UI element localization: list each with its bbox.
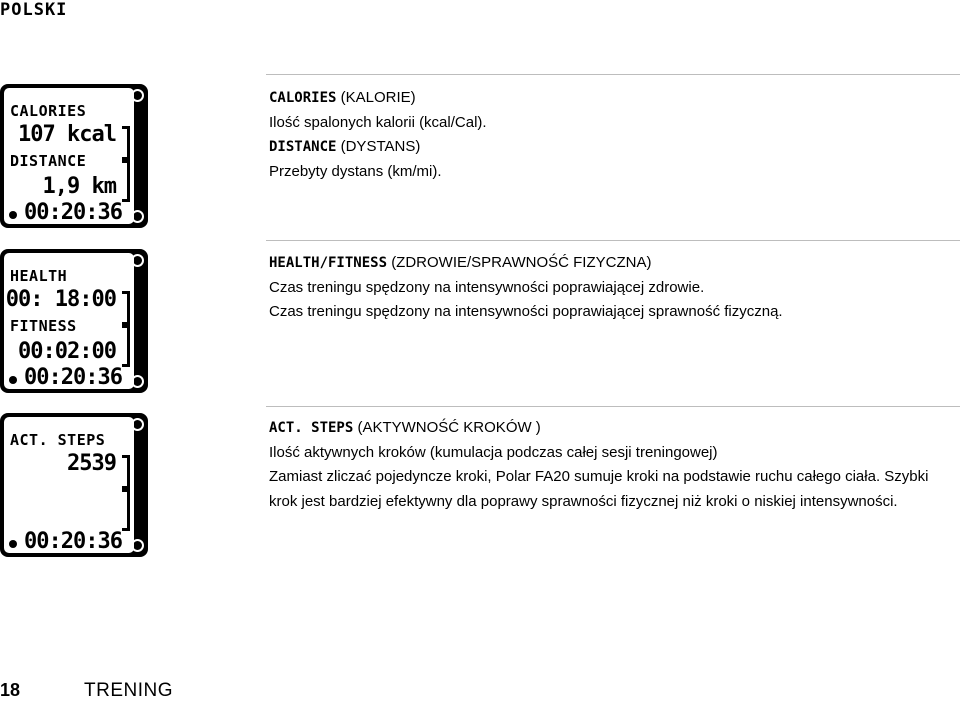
display-value-health: 00: 18:00	[5, 287, 116, 312]
watch-screen	[4, 88, 134, 224]
display-label-fitness: FITNESS	[10, 317, 77, 335]
display-time: 00:20:36	[24, 200, 122, 225]
translation-act-steps: (AKTYWNOŚĆ KROKÓW )	[357, 419, 541, 436]
display-label-act-steps: ACT. STEPS	[10, 431, 106, 449]
segment-bracket-icon	[122, 126, 130, 160]
indicator-dot-icon	[9, 540, 17, 548]
term-calories: CALORIES	[269, 90, 337, 106]
page-number: 18	[0, 680, 21, 700]
display-label-health: HEALTH	[10, 267, 68, 285]
segment-bracket-icon	[122, 489, 130, 531]
watch-display-calories	[0, 84, 148, 228]
calories-heading	[269, 86, 487, 111]
distance-description: Przebyty dystans (km/mi).	[269, 162, 442, 180]
act-steps-detail-continued: krok jest bardziej efektywny dla poprawy sprawności fizycznej niż kroki o niskiej intensywności.	[269, 492, 898, 510]
display-label-calories: CALORIES	[10, 102, 87, 120]
display-time: 00:20:36	[24, 365, 122, 390]
calories-description: Ilość spalonych kalorii (kcal/Cal).	[269, 113, 487, 131]
section-calories-distance	[269, 86, 487, 184]
watch-display-health-fitness	[0, 249, 148, 393]
act-steps-description: Ilość aktywnych kroków (kumulacja podczas całej sesji treningowej)	[269, 443, 718, 461]
section-act-steps	[269, 416, 928, 514]
language-header: POLSKI	[0, 0, 68, 20]
act-steps-detail: Zamiast zliczać pojedyncze kroki, Polar FA20 sumuje kroki na podstawie ruchu całego ciała. Szybki	[269, 468, 929, 485]
translation-health-fitness: (ZDROWIE/SPRAWNOŚĆ FIZYCZNA)	[391, 254, 652, 271]
display-value-calories: 107 kcal	[18, 122, 116, 147]
fitness-description: Czas treningu spędzony na intensywności poprawiającej sprawność fizyczną.	[269, 303, 783, 320]
health-description: Czas treningu spędzony na intensywności poprawiającej zdrowie.	[269, 278, 705, 296]
distance-heading	[269, 135, 487, 160]
display-value-distance: 1,9 km	[42, 174, 116, 199]
indicator-dot-icon	[9, 376, 17, 384]
watch-display-act-steps	[0, 413, 148, 557]
section-title: TRENING	[84, 680, 173, 701]
segment-bracket-icon	[122, 325, 130, 367]
act-steps-heading	[269, 416, 928, 441]
display-value-fitness: 00:02:00	[18, 339, 116, 364]
translation-calories: (KALORIE)	[340, 89, 416, 106]
segment-bracket-icon	[122, 291, 130, 325]
section-divider	[266, 406, 960, 407]
indicator-dot-icon	[9, 211, 17, 219]
section-divider	[266, 240, 960, 241]
term-distance: DISTANCE	[269, 139, 337, 155]
term-health-fitness: HEALTH/FITNESS	[269, 255, 388, 271]
segment-bracket-icon	[122, 160, 130, 202]
term-act-steps: ACT. STEPS	[269, 420, 354, 436]
translation-distance: (DYSTANS)	[340, 138, 421, 155]
section-health-fitness	[269, 251, 783, 325]
segment-bracket-icon	[122, 455, 130, 489]
watch-screen	[4, 253, 134, 389]
section-divider	[266, 74, 960, 75]
health-fitness-heading	[269, 251, 783, 276]
display-label-distance: DISTANCE	[10, 152, 87, 170]
display-value-act-steps: 2539	[67, 451, 116, 476]
display-time: 00:20:36	[24, 529, 122, 554]
watch-screen	[4, 417, 134, 553]
